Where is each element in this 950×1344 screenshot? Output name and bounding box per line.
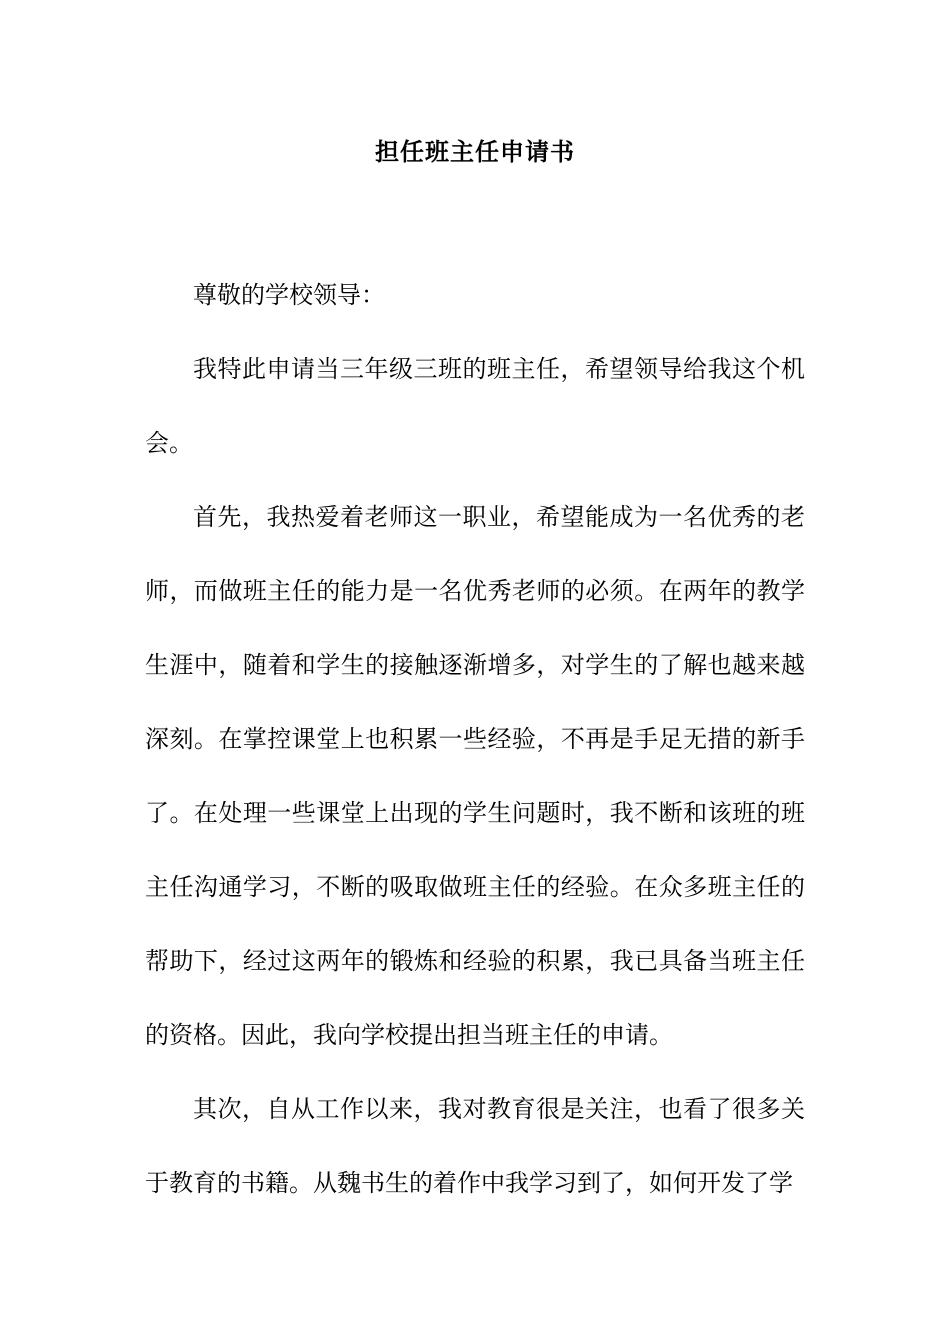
- paragraph-request: 我特此申请当三年级三班的班主任，希望领导给我这个机会。: [145, 355, 805, 457]
- salutation: 尊敬的学校领导：: [193, 281, 385, 309]
- document-title: 担任班主任申请书: [375, 137, 575, 166]
- paragraph-second-reason: 其次，自从工作以来，我对教育很是关注，也看了很多关于教育的书籍。从魏书生的着作中我学习到了，如何开发了学: [145, 1095, 805, 1197]
- paragraph-first-reason: 首先，我热爱着老师这一职业，希望能成为一名优秀的老师，而做班主任的能力是一名优秀老师的必须。在两年的教学生涯中，随着和学生的接触逐渐增多，对学生的了解也越来越深刻。在掌控课堂上也积累一些经验，不再是手足无措的新手了。在处理一些课堂上出现的学生问题时，我不断和该班的班主任沟通学习，不断的吸取做班主任的经验。在众多班主任的帮助下，经过这两年的锻炼和经验的积累，我已具备当班主任的资格。因此，我向学校提出担当班主任的申请。: [145, 503, 805, 1049]
- document-body: [145, 258, 805, 1220]
